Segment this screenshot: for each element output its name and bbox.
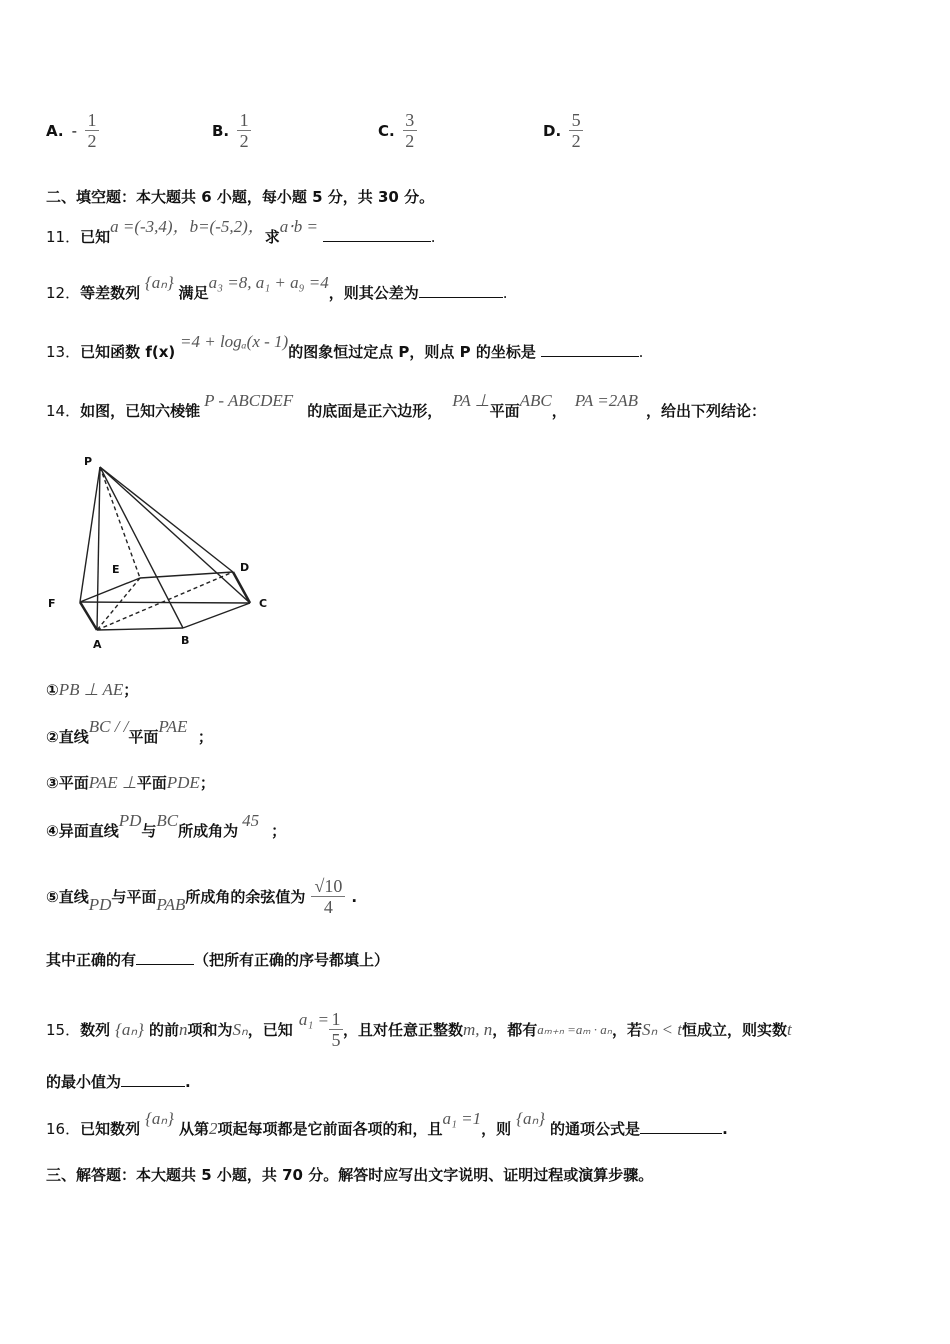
question-13 bbox=[46, 332, 644, 362]
label-p: P bbox=[84, 455, 93, 468]
math: Sₙ < t bbox=[641, 1019, 682, 1039]
fraction bbox=[237, 110, 251, 151]
num: ① bbox=[46, 681, 59, 699]
option-label: A. bbox=[46, 121, 64, 140]
period: . bbox=[502, 284, 508, 302]
option-label: B. bbox=[212, 121, 230, 140]
text: ，已知 bbox=[247, 1021, 293, 1039]
numerator: 1 bbox=[87, 110, 97, 130]
text: . bbox=[351, 887, 358, 906]
text: 已知 bbox=[80, 228, 111, 246]
math: PD bbox=[118, 811, 142, 830]
text: 与 bbox=[141, 822, 157, 840]
label-a: A bbox=[93, 638, 102, 651]
q-num: 11． bbox=[46, 228, 81, 246]
math: {aₙ} bbox=[516, 1109, 546, 1128]
fraction bbox=[329, 1009, 343, 1050]
math: a₁ = bbox=[298, 1009, 329, 1029]
answer-blank[interactable] bbox=[640, 1132, 722, 1134]
text: 已知函数 f(x) bbox=[80, 343, 176, 361]
text: 的前 bbox=[148, 1021, 179, 1039]
math: BC bbox=[156, 811, 179, 830]
text: 的图象恒过定点 P，则点 P 的坐标是 bbox=[288, 343, 536, 361]
option-a bbox=[46, 110, 99, 151]
math: PB ⊥ AE bbox=[58, 680, 124, 699]
correct-answers-prompt bbox=[46, 949, 389, 970]
text: ； bbox=[197, 728, 213, 746]
period: . bbox=[722, 1120, 728, 1138]
q-num: 15． bbox=[46, 1021, 81, 1039]
question-16 bbox=[46, 1109, 728, 1139]
math: BC / / bbox=[88, 717, 129, 736]
label-d: D bbox=[240, 561, 250, 574]
text: 满足 bbox=[178, 284, 209, 302]
text: ，且对任意正整数 bbox=[342, 1021, 463, 1039]
conclusion-2 bbox=[46, 717, 213, 747]
text: 平面 bbox=[489, 402, 520, 420]
conclusion-1 bbox=[46, 679, 138, 700]
question-11 bbox=[46, 217, 436, 247]
text: 平面 bbox=[136, 774, 167, 792]
answer-blank[interactable] bbox=[121, 1085, 185, 1087]
text: ，则 bbox=[481, 1120, 512, 1138]
answer-blank[interactable] bbox=[541, 355, 639, 357]
denominator: 4 bbox=[323, 897, 333, 917]
q-num: 16． bbox=[46, 1120, 81, 1138]
math: a =(-3,4)，b=(-5,2)， bbox=[110, 217, 265, 236]
label-e: E bbox=[112, 563, 120, 576]
section-2-heading: 二、填空题：本大题共 6 小题，每小题 5 分，共 30 分。 bbox=[46, 188, 435, 206]
text: 恒成立，则实数 bbox=[681, 1021, 787, 1039]
fraction bbox=[569, 110, 583, 151]
numerator: 1 bbox=[331, 1009, 341, 1029]
math: PAE bbox=[158, 717, 188, 736]
num: ② bbox=[46, 728, 59, 746]
fraction bbox=[85, 110, 99, 151]
label-c: C bbox=[259, 597, 268, 610]
question-14 bbox=[46, 391, 766, 421]
math: a₁ =1 bbox=[442, 1109, 482, 1128]
text: 所成角的余弦值为 bbox=[185, 888, 306, 906]
period: . bbox=[185, 1073, 191, 1091]
num: ③ bbox=[46, 774, 59, 792]
math: PA ⊥ bbox=[452, 391, 490, 410]
text: 直线 bbox=[58, 728, 89, 746]
option-d bbox=[543, 110, 583, 151]
math: PAB bbox=[156, 894, 186, 914]
denominator: 5 bbox=[331, 1030, 341, 1050]
math: a⋅b = bbox=[279, 217, 318, 236]
math: {aₙ} bbox=[144, 273, 174, 292]
math: PAE ⊥ bbox=[88, 773, 137, 792]
text: 异面直线 bbox=[58, 822, 119, 840]
label-f: F bbox=[48, 597, 56, 610]
answer-blank[interactable] bbox=[136, 963, 194, 965]
math: Sₙ bbox=[232, 1019, 248, 1039]
text: ； bbox=[199, 774, 215, 792]
question-15-line2 bbox=[46, 1071, 191, 1092]
math: {aₙ} bbox=[145, 1109, 174, 1128]
text: 的通项公式是 bbox=[550, 1120, 641, 1138]
answer-blank[interactable] bbox=[419, 296, 503, 298]
text: 直线 bbox=[58, 888, 89, 906]
text: 与平面 bbox=[111, 888, 157, 906]
math: t bbox=[786, 1019, 792, 1039]
math: PDE bbox=[166, 773, 200, 792]
fraction bbox=[403, 110, 417, 151]
text: 的底面是正六边形， bbox=[307, 402, 443, 420]
text: ，都有 bbox=[492, 1021, 538, 1039]
text: 所成角为 bbox=[178, 822, 239, 840]
math: n bbox=[179, 1019, 188, 1039]
math: aₘ₊ₙ =aₘ · aₙ bbox=[537, 1021, 612, 1037]
math: PA =2AB bbox=[574, 391, 638, 410]
math: =4 + logₐ(x - 1) bbox=[180, 332, 289, 351]
text: 从第 bbox=[178, 1120, 209, 1138]
denominator: 2 bbox=[239, 131, 249, 151]
conclusion-4 bbox=[46, 811, 287, 841]
option-b bbox=[212, 110, 251, 151]
label-b: B bbox=[181, 634, 190, 647]
q-num: 14． bbox=[46, 402, 81, 420]
text: 求 bbox=[264, 228, 280, 246]
text: 其中正确的有 bbox=[46, 951, 137, 969]
question-12 bbox=[46, 273, 508, 303]
math: PD bbox=[88, 894, 112, 914]
conclusion-5 bbox=[46, 876, 357, 917]
math: 45 bbox=[242, 811, 260, 830]
text: 等差数列 bbox=[80, 284, 141, 302]
math: {aₙ} bbox=[115, 1019, 144, 1039]
text: 项和为 bbox=[187, 1021, 233, 1039]
text: 的最小值为 bbox=[46, 1073, 122, 1091]
question-15 bbox=[46, 1009, 792, 1050]
text: ，则其公差为 bbox=[328, 284, 419, 302]
num: ④ bbox=[46, 822, 59, 840]
text: ， bbox=[551, 402, 567, 420]
option-label: C. bbox=[378, 121, 395, 140]
math: 2 bbox=[209, 1119, 218, 1138]
answer-blank[interactable] bbox=[323, 240, 431, 242]
numerator: 3 bbox=[405, 110, 415, 130]
minus-sign: - bbox=[71, 121, 78, 140]
text: 平面 bbox=[128, 728, 159, 746]
math: P - ABCDEF bbox=[204, 391, 294, 410]
denominator: 2 bbox=[87, 131, 97, 151]
numerator: 5 bbox=[571, 110, 581, 130]
text: ，给出下列结论： bbox=[645, 402, 766, 420]
text: 已知数列 bbox=[80, 1120, 141, 1138]
q-num: 13． bbox=[46, 343, 81, 361]
text: 如图，已知六棱锥 bbox=[80, 402, 201, 420]
math: a₃ =8, a₁ + a₉ =4 bbox=[208, 273, 329, 292]
text: ，若 bbox=[611, 1021, 642, 1039]
numerator: 1 bbox=[239, 110, 249, 130]
text: （把所有正确的序号都填上） bbox=[194, 951, 390, 969]
option-label: D. bbox=[543, 121, 562, 140]
denominator: 2 bbox=[405, 131, 415, 151]
text: 平面 bbox=[58, 774, 89, 792]
option-c bbox=[378, 110, 417, 151]
q-num: 12． bbox=[46, 284, 81, 302]
text: ； bbox=[123, 681, 139, 699]
hexagonal-pyramid-figure bbox=[0, 440, 300, 660]
denominator: 2 bbox=[571, 131, 581, 151]
conclusion-3 bbox=[46, 772, 215, 793]
num: ⑤ bbox=[46, 887, 59, 906]
math: ABC bbox=[519, 391, 552, 410]
text: 数列 bbox=[80, 1021, 111, 1039]
text: 项起每项都是它前面各项的和，且 bbox=[217, 1120, 443, 1138]
section-3-heading: 三、解答题：本大题共 5 小题，共 70 分。解答时应写出文字说明、证明过程或演算步骤。 bbox=[46, 1166, 654, 1184]
period: . bbox=[430, 228, 436, 246]
period: . bbox=[638, 343, 644, 361]
fraction bbox=[311, 876, 345, 917]
math: m, n bbox=[462, 1019, 493, 1039]
numerator: √10 bbox=[314, 876, 343, 896]
text: ； bbox=[271, 822, 287, 840]
